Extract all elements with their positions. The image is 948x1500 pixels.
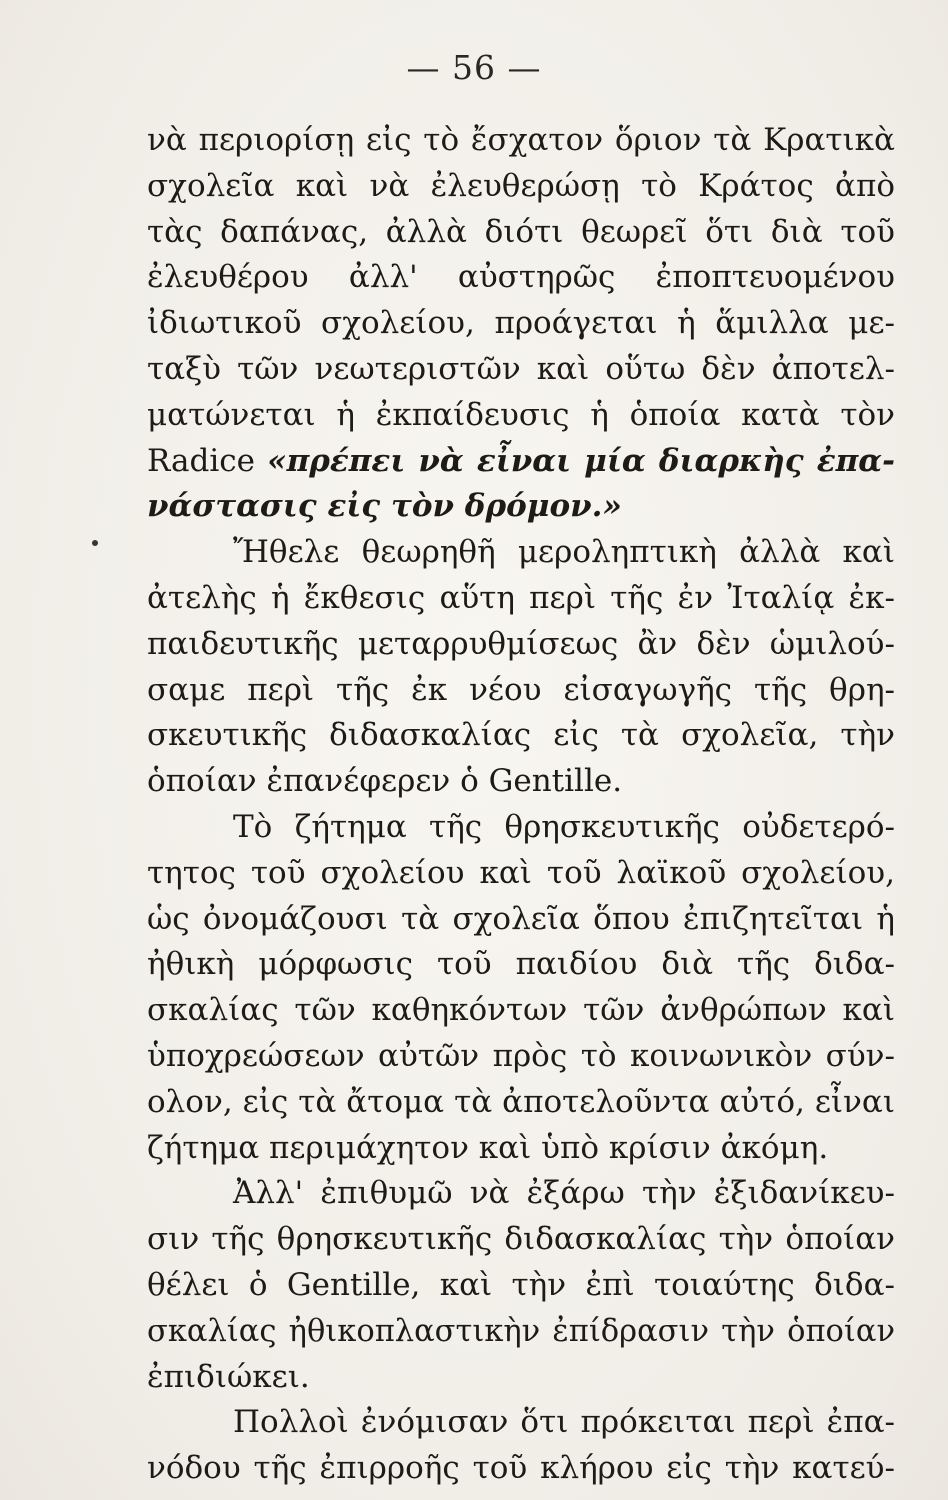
line-text: ματώνεται ἡ ἐκπαίδευσις ἡ ὁποία κατὰ τὸν [147, 396, 895, 433]
line-text: ζήτημα περιμάχητον καὶ ὑπὸ κρίσιν ἀκόμη. [147, 1129, 829, 1166]
text-line [147, 988, 895, 1034]
line-text: ἀτελὴς ἡ ἔκθεσις αὕτη περὶ τῆς ἐν Ἰταλίᾳ ἐκ- [147, 579, 895, 616]
line-text: θέλει ὁ Gentille, καὶ τὴν ἐπὶ τοιαύτης διδα- [147, 1266, 895, 1303]
line-text: σιν τῆς θρησκευτικῆς διδασκαλίας τὴν ὁποίαν [147, 1221, 895, 1258]
text-line [147, 1400, 895, 1446]
text-line [147, 1355, 895, 1401]
text-line [147, 1217, 895, 1263]
line-text: σκευτικῆς διδασκαλίας εἰς τὰ σχολεῖα, τὴν [147, 717, 895, 754]
text-line [147, 851, 895, 897]
line-text: Ἀλλ' ἐπιθυμῶ νὰ ἐξάρω τὴν ἐξιδανίκευ- [233, 1175, 895, 1212]
line-text: Πολλοὶ ἐνόμισαν ὅτι πρόκειται περὶ ἐπα- [233, 1404, 895, 1441]
text-line [147, 393, 895, 439]
text-line [147, 622, 895, 668]
text-line [147, 347, 895, 393]
line-text: Τὸ ζήτημα τῆς θρησκευτικῆς οὐδετερό- [233, 808, 895, 845]
text-line [147, 1309, 895, 1355]
text-line [147, 1034, 895, 1080]
text-line [147, 576, 895, 622]
text-line [147, 805, 895, 851]
line-text: ἠθικὴ μόρφωσις τοῦ παιδίου διὰ τῆς διδα- [147, 946, 895, 983]
page-number: — 56 — [406, 48, 542, 87]
line-text: ἐπιδιώκει. [147, 1358, 310, 1395]
page-text-body [147, 118, 895, 1492]
line-text: σχολεῖα καὶ νὰ ἐλευθερώσῃ τὸ Κράτος ἀπὸ [147, 167, 895, 204]
line-text: Radice [147, 442, 268, 479]
margin-speck [92, 540, 98, 546]
line-text: τὰς δαπάνας, ἀλλὰ διότι θεωρεῖ ὅτι διὰ τοῦ [147, 213, 895, 250]
text-line [147, 1126, 895, 1172]
text-line [147, 255, 895, 301]
emphasized-quote: «πρέπει νὰ εἶναι μία διαρκὴς ἐπα- [267, 442, 895, 479]
text-line [147, 668, 895, 714]
line-text: σκαλίας τῶν καθηκόντων τῶν ἀνθρώπων καὶ [147, 992, 895, 1029]
text-line [147, 942, 895, 988]
line-text: παιδευτικῆς μεταρρυθμίσεως ἂν δὲν ὡμιλού- [147, 625, 895, 662]
line-text: ταξὺ τῶν νεωτεριστῶν καὶ οὕτω δὲν ἀποτελ- [147, 350, 895, 387]
text-line [147, 1446, 895, 1492]
text-line [147, 1263, 895, 1309]
text-line [147, 210, 895, 256]
text-line [147, 439, 895, 485]
text-line [147, 759, 895, 805]
line-text: ὡς ὀνομάζουσι τὰ σχολεῖα ὅπου ἐπιζητεῖται ἡ [147, 900, 895, 937]
line-text: ἰδιωτικοῦ σχολείου, προάγεται ἡ ἅμιλλα με- [147, 305, 895, 342]
text-line [147, 897, 895, 943]
text-line [147, 1080, 895, 1126]
line-text: νόδου τῆς ἐπιρροῆς τοῦ κλήρου εἰς τὴν κατεύ- [147, 1450, 895, 1487]
line-text: ἐλευθέρου ἀλλ' αὐστηρῶς ἐποπτευομένου [147, 259, 895, 296]
line-text: ὁποίαν ἐπανέφερεν ὁ Gentille. [147, 763, 623, 800]
line-text: ολον, εἰς τὰ ἄτομα τὰ ἀποτελοῦντα αὐτό, εἶναι [147, 1083, 895, 1120]
text-line [147, 164, 895, 210]
line-text: σαμε περὶ τῆς ἐκ νέου εἰσαγωγῆς τῆς θρη- [147, 671, 895, 708]
text-line [147, 1171, 895, 1217]
emphasized-quote: νάστασις εἰς τὸν δρόμον.» [147, 488, 622, 525]
text-line [147, 484, 895, 530]
line-text: σκαλίας ἠθικοπλαστικὴν ἐπίδρασιν τὴν ὁποίαν [147, 1313, 895, 1349]
text-line [147, 713, 895, 759]
line-text: ὑποχρεώσεων αὐτῶν πρὸς τὸ κοινωνικὸν σύν- [147, 1037, 895, 1074]
line-text: τητος τοῦ σχολείου καὶ τοῦ λαϊκοῦ σχολείου, [147, 854, 895, 891]
text-line [147, 118, 895, 164]
line-text: Ἤθελε θεωρηθῆ μεροληπτικὴ ἀλλὰ καὶ [233, 534, 895, 571]
line-text: νὰ περιορίσῃ εἰς τὸ ἔσχατον ὅριον τὰ Κρατικὰ [147, 122, 895, 158]
text-line [147, 301, 895, 347]
text-line [147, 530, 895, 576]
